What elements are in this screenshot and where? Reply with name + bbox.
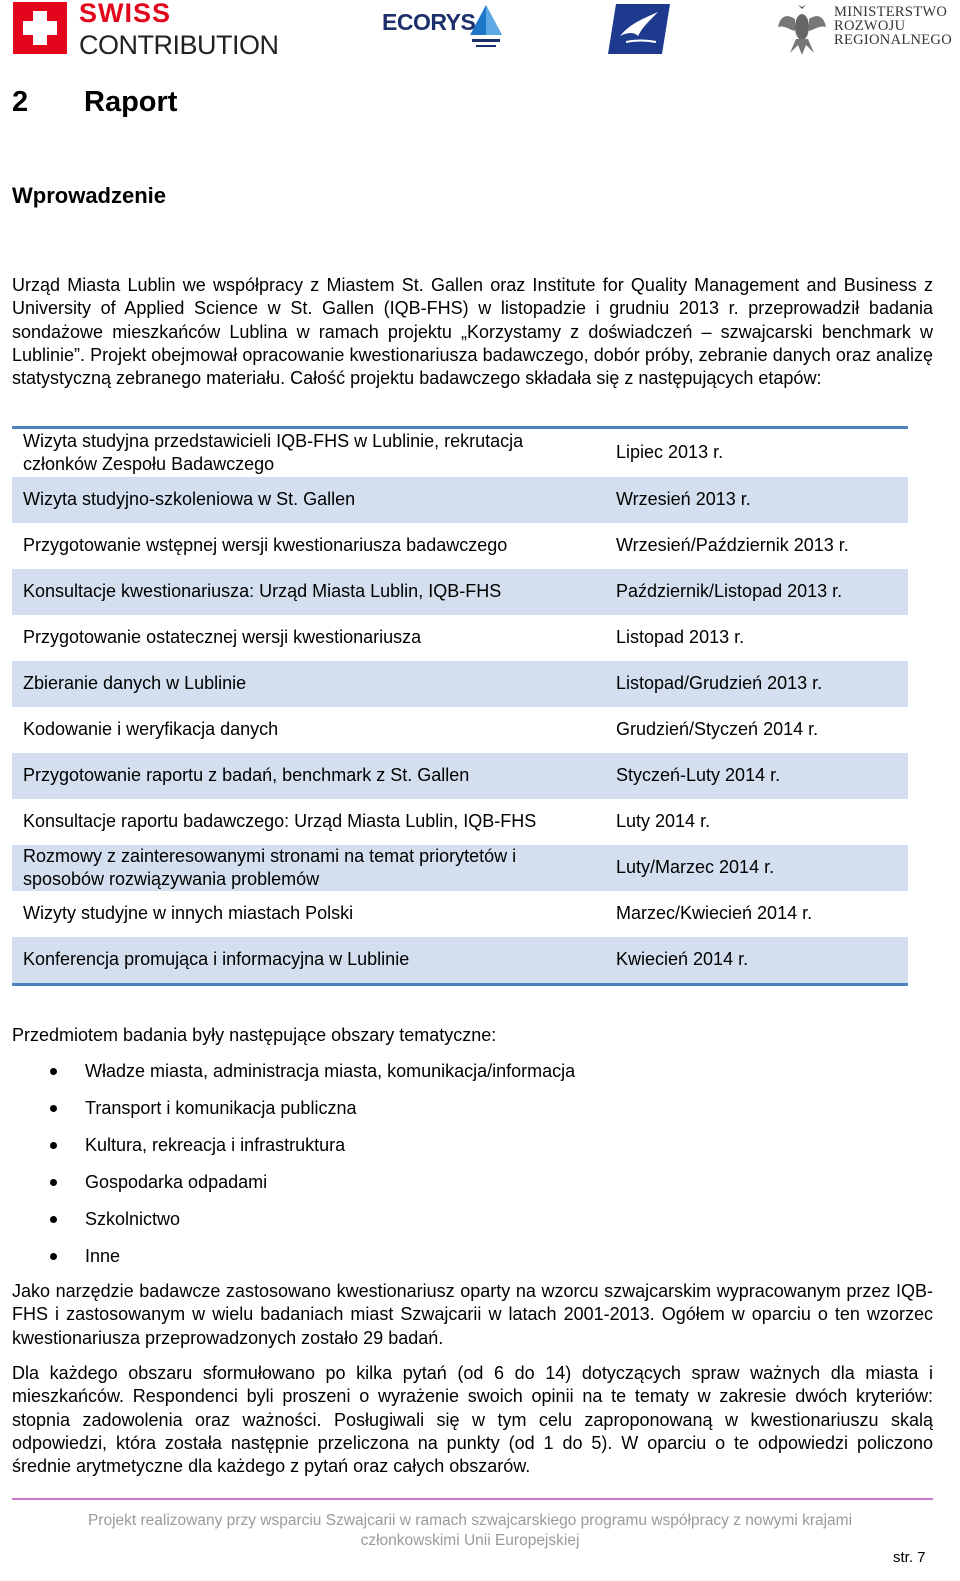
stage-row <box>12 799 908 845</box>
swiss-logo-word: SWISS <box>79 0 172 28</box>
stage-row <box>12 477 908 523</box>
swiss-flag-icon <box>13 2 67 54</box>
area-list-item <box>12 1208 912 1245</box>
ministry-line-2: ROZWOJU <box>834 18 906 34</box>
ecorys-triangle-icon <box>470 5 502 51</box>
area-list-item <box>12 1134 912 1171</box>
bullet-icon <box>50 1216 57 1223</box>
stage-task: Rozmowy z zainteresowanymi stronami na temat priorytetów i sposobów rozwiązywania problemów <box>23 845 517 889</box>
stage-row <box>12 523 908 569</box>
ecorys-logo-text: ECORYS <box>382 9 476 35</box>
ecorys-logo <box>382 3 507 58</box>
bird-emblem-icon <box>606 2 672 58</box>
footer-text: Projekt realizowany przy wsparciu Szwajcarii w ramach szwajcarskiego programu współpracy z nowymi krajami członkowskimi Unii Europejskiej <box>87 1512 853 1549</box>
stage-task: Konferencja promująca i informacyjna w Lublinie <box>23 949 410 970</box>
stage-date: Kwiecień 2014 r. <box>616 949 749 970</box>
bullet-icon <box>50 1105 57 1112</box>
chapter-title: Raport <box>84 86 178 118</box>
stage-date: Luty 2014 r. <box>616 811 711 832</box>
page-number: str. 7 <box>893 1549 926 1566</box>
stage-date: Wrzesień/Październik 2013 r. <box>616 535 849 556</box>
stage-task: Zbieranie danych w Lublinie <box>23 673 247 694</box>
stage-task: Konsultacje raportu badawczego: Urząd Miasta Lublin, IQB-FHS <box>23 811 537 832</box>
chapter-number: 2 <box>12 86 29 118</box>
stage-task: Wizyta studyjna przedstawicieli IQB-FHS w Lublinie, rekrutacja członków Zespołu Badawczego <box>23 430 524 474</box>
stage-row <box>12 569 908 615</box>
area-list-item <box>12 1245 912 1282</box>
stage-date: Listopad 2013 r. <box>616 627 745 648</box>
stage-task: Wizyty studyjne w innych miastach Polski <box>23 903 354 924</box>
stage-date: Wrzesień 2013 r. <box>616 489 751 510</box>
header-logos <box>0 0 960 66</box>
area-label: Władze miasta, administracja miasta, komunikacja/informacja <box>85 1061 576 1081</box>
stage-date: Marzec/Kwiecień 2014 r. <box>616 903 813 924</box>
chapter-heading <box>12 86 177 119</box>
stage-row <box>12 429 908 477</box>
stage-row <box>12 845 908 891</box>
section-heading: Wprowadzenie <box>12 183 167 208</box>
area-list-item <box>12 1171 912 1208</box>
stage-task: Wizyta studyjno-szkoleniowa w St. Gallen <box>23 489 356 510</box>
stage-task: Przygotowanie raportu z badań, benchmark z St. Gallen <box>23 765 470 786</box>
area-label: Inne <box>85 1246 121 1266</box>
area-label: Szkolnictwo <box>85 1209 181 1229</box>
stage-row <box>12 615 908 661</box>
stage-task: Przygotowanie ostatecznej wersji kwestionariusza <box>23 627 422 648</box>
ministry-line-3: REGIONALNEGO <box>834 32 952 48</box>
method-paragraph: Dla każdego obszaru sformułowano po kilka pytań (od 6 do 14) dotyczących spraw ważnych dla miasta i mieszkańców. Respondenci byli proszeni o wyrażenie swoich opinii na te tematy w zakresie dwóch kryteriów: stopnia zadowolenia oraz ważności. Posługiwali się w tym celu zaproponowaną w kwestionariuszu skalą odpowiedzi, która została następnie przeliczona na punkty (od 1 do 5). W oparciu o te odpowiedzi policzono średnie arytmetyczne dla każdego z pytań oraz całych obszarów. <box>12 1363 933 1477</box>
tool-paragraph: Jako narzędzie badawcze zastosowano kwestionariusz oparty na wzorcu szwajcarskim wypracowanym przez IQB-FHS i zastosowanym w wielu badaniach miast Szwajcarii w latach 2001-2013. Ogółem w oparciu o ten wzorzec kwestionariusza przeprowadzonych zostało 29 badań. <box>12 1281 933 1348</box>
stage-row <box>12 891 908 937</box>
stage-date: Lipiec 2013 r. <box>616 442 724 463</box>
stage-row <box>12 937 908 983</box>
stage-date: Luty/Marzec 2014 r. <box>616 857 775 878</box>
ministry-logo-text <box>834 5 952 47</box>
bullet-icon <box>50 1068 57 1075</box>
stage-task: Konsultacje kwestionariusza: Urząd Miasta Lublin, IQB-FHS <box>23 581 502 602</box>
areas-intro: Przedmiotem badania były następujące obszary tematyczne: <box>12 1025 497 1045</box>
area-list-item <box>12 1097 912 1134</box>
ministry-line-1: MINISTERSTWO <box>834 4 948 20</box>
stage-row <box>12 753 908 799</box>
stage-row <box>12 707 908 753</box>
stage-date: Listopad/Grudzień 2013 r. <box>616 673 823 694</box>
footer-divider <box>12 1498 933 1500</box>
stage-date: Styczeń-Luty 2014 r. <box>616 765 781 786</box>
area-label: Kultura, rekreacja i infrastruktura <box>85 1135 346 1155</box>
stage-task: Kodowanie i weryfikacja danych <box>23 719 279 740</box>
bullet-icon <box>50 1253 57 1260</box>
stages-table <box>12 426 908 986</box>
bullet-icon <box>50 1179 57 1186</box>
contribution-logo-word: CONTRIBUTION <box>79 30 279 60</box>
area-label: Gospodarka odpadami <box>85 1172 268 1192</box>
intro-paragraph: Urząd Miasta Lublin we współpracy z Miastem St. Gallen oraz Institute for Quality Management and Business z University of Applied Science w St. Gallen (IQB-FHS) w listopadzie i grudniu 2013 r. przeprowadził badania sondażowe mieszkańców Lublina w ramach projektu „Korzystamy z doświadczeń – szwajcarski benchmark w Lublinie”. Projekt obejmował opracowanie kwestionariusza badawczego, dobór próby, zebranie danych oraz analizę statystyczną zebranego materiału. Całość projektu badawczego składała się z następujących etapów: <box>12 275 933 389</box>
area-list-item <box>12 1060 912 1097</box>
stage-date: Październik/Listopad 2013 r. <box>616 581 843 602</box>
stage-date: Grudzień/Styczeń 2014 r. <box>616 719 819 740</box>
stage-task: Przygotowanie wstępnej wersji kwestionariusza badawczego <box>23 535 508 556</box>
bullet-icon <box>50 1142 57 1149</box>
areas-list <box>12 1060 912 1282</box>
polish-eagle-icon <box>776 3 828 59</box>
stage-row <box>12 661 908 707</box>
area-label: Transport i komunikacja publiczna <box>85 1098 357 1118</box>
